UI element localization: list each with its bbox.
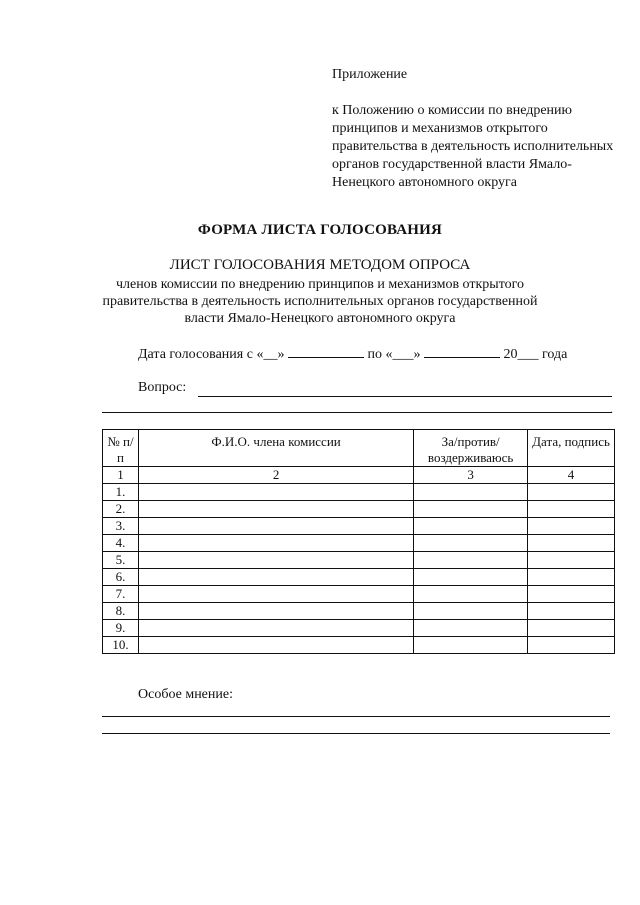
- row-number: 10.: [103, 637, 139, 654]
- table-header-row: [103, 430, 615, 467]
- column-number: 3: [414, 467, 528, 484]
- header-vote: За/против/ воздерживаюсь: [414, 430, 528, 467]
- row-number: 7.: [103, 586, 139, 603]
- table-row: [103, 518, 615, 535]
- full-name-cell[interactable]: [138, 569, 413, 586]
- table-row: [103, 569, 615, 586]
- row-number: 9.: [103, 620, 139, 637]
- table-row: [103, 535, 615, 552]
- vote-cell[interactable]: [414, 518, 528, 535]
- question-end-dot: .: [610, 402, 613, 416]
- question-label: Вопрос:: [138, 380, 187, 395]
- signature-cell[interactable]: [528, 637, 615, 654]
- vote-cell[interactable]: [414, 586, 528, 603]
- table-row: [103, 620, 615, 637]
- voting-date-line: [138, 345, 567, 363]
- vote-cell[interactable]: [414, 603, 528, 620]
- signature-cell[interactable]: [528, 569, 615, 586]
- full-name-cell[interactable]: [138, 484, 413, 501]
- table-row: [103, 603, 615, 620]
- sheet-subtitle: членов комиссии по внедрению принципов и механизмов открытого правительства в деятельность исполнительных органов государственной власти Ямало-Ненецкого автономного округа: [102, 277, 538, 326]
- row-number: 5.: [103, 552, 139, 569]
- date-from-label: Дата голосования с «__»: [138, 347, 285, 362]
- header-full-name: Ф.И.О. члена комиссии: [138, 430, 413, 467]
- date-year-suffix: года: [541, 347, 568, 362]
- column-number: 1: [103, 467, 139, 484]
- question-line-2[interactable]: [102, 412, 612, 413]
- full-name-cell[interactable]: [138, 518, 413, 535]
- signature-cell[interactable]: [528, 620, 615, 637]
- full-name-cell[interactable]: [138, 501, 413, 518]
- table-row: [103, 484, 615, 501]
- vote-cell[interactable]: [414, 501, 528, 518]
- signature-cell[interactable]: [528, 552, 615, 569]
- signature-cell[interactable]: [528, 586, 615, 603]
- full-name-cell[interactable]: [138, 620, 413, 637]
- question-line-1[interactable]: [198, 396, 612, 397]
- vote-cell[interactable]: [414, 484, 528, 501]
- special-opinion-line-2[interactable]: [102, 733, 610, 734]
- date-to-month-field[interactable]: [424, 345, 500, 358]
- row-number: 6.: [103, 569, 139, 586]
- sheet-title: ЛИСТ ГОЛОСОВАНИЯ МЕТОДОМ ОПРОСА: [169, 257, 471, 273]
- full-name-cell[interactable]: [138, 552, 413, 569]
- table-row: [103, 586, 615, 603]
- table-row: [103, 637, 615, 654]
- appendix-title: Приложение: [332, 67, 408, 82]
- date-to-label: по «___»: [367, 347, 421, 362]
- vote-cell[interactable]: [414, 552, 528, 569]
- full-name-cell[interactable]: [138, 586, 413, 603]
- vote-cell[interactable]: [414, 569, 528, 586]
- vote-cell[interactable]: [414, 535, 528, 552]
- full-name-cell[interactable]: [138, 535, 413, 552]
- full-name-cell[interactable]: [138, 637, 413, 654]
- signature-cell[interactable]: [528, 603, 615, 620]
- full-name-cell[interactable]: [138, 603, 413, 620]
- column-number: 2: [138, 467, 413, 484]
- form-title: ФОРМА ЛИСТА ГОЛОСОВАНИЯ: [197, 222, 443, 238]
- header-date-signature: Дата, подпись: [528, 430, 615, 467]
- row-number: 1.: [103, 484, 139, 501]
- appendix-block: [332, 66, 622, 192]
- signature-cell[interactable]: [528, 501, 615, 518]
- special-opinion-label: Особое мнение:: [138, 687, 233, 702]
- signature-cell[interactable]: [528, 518, 615, 535]
- vote-cell[interactable]: [414, 620, 528, 637]
- header-number: № п/п: [103, 430, 139, 467]
- appendix-text: к Положению о комиссии по внедрению принципов и механизмов открытого правительства в деятельность исполнительных органов государственной власти Ямало-Ненецкого автономного округа: [332, 103, 614, 190]
- date-year-prefix: 20___: [503, 347, 539, 362]
- row-number: 3.: [103, 518, 139, 535]
- row-number: 4.: [103, 535, 139, 552]
- vote-cell[interactable]: [414, 637, 528, 654]
- row-number: 8.: [103, 603, 139, 620]
- special-opinion-line-1[interactable]: [102, 716, 610, 717]
- signature-cell[interactable]: [528, 535, 615, 552]
- table-row: [103, 552, 615, 569]
- column-number: 4: [528, 467, 615, 484]
- table-row: [103, 501, 615, 518]
- date-from-month-field[interactable]: [288, 345, 364, 358]
- column-number-row: [103, 467, 615, 484]
- voting-table: [102, 429, 615, 654]
- signature-cell[interactable]: [528, 484, 615, 501]
- row-number: 2.: [103, 501, 139, 518]
